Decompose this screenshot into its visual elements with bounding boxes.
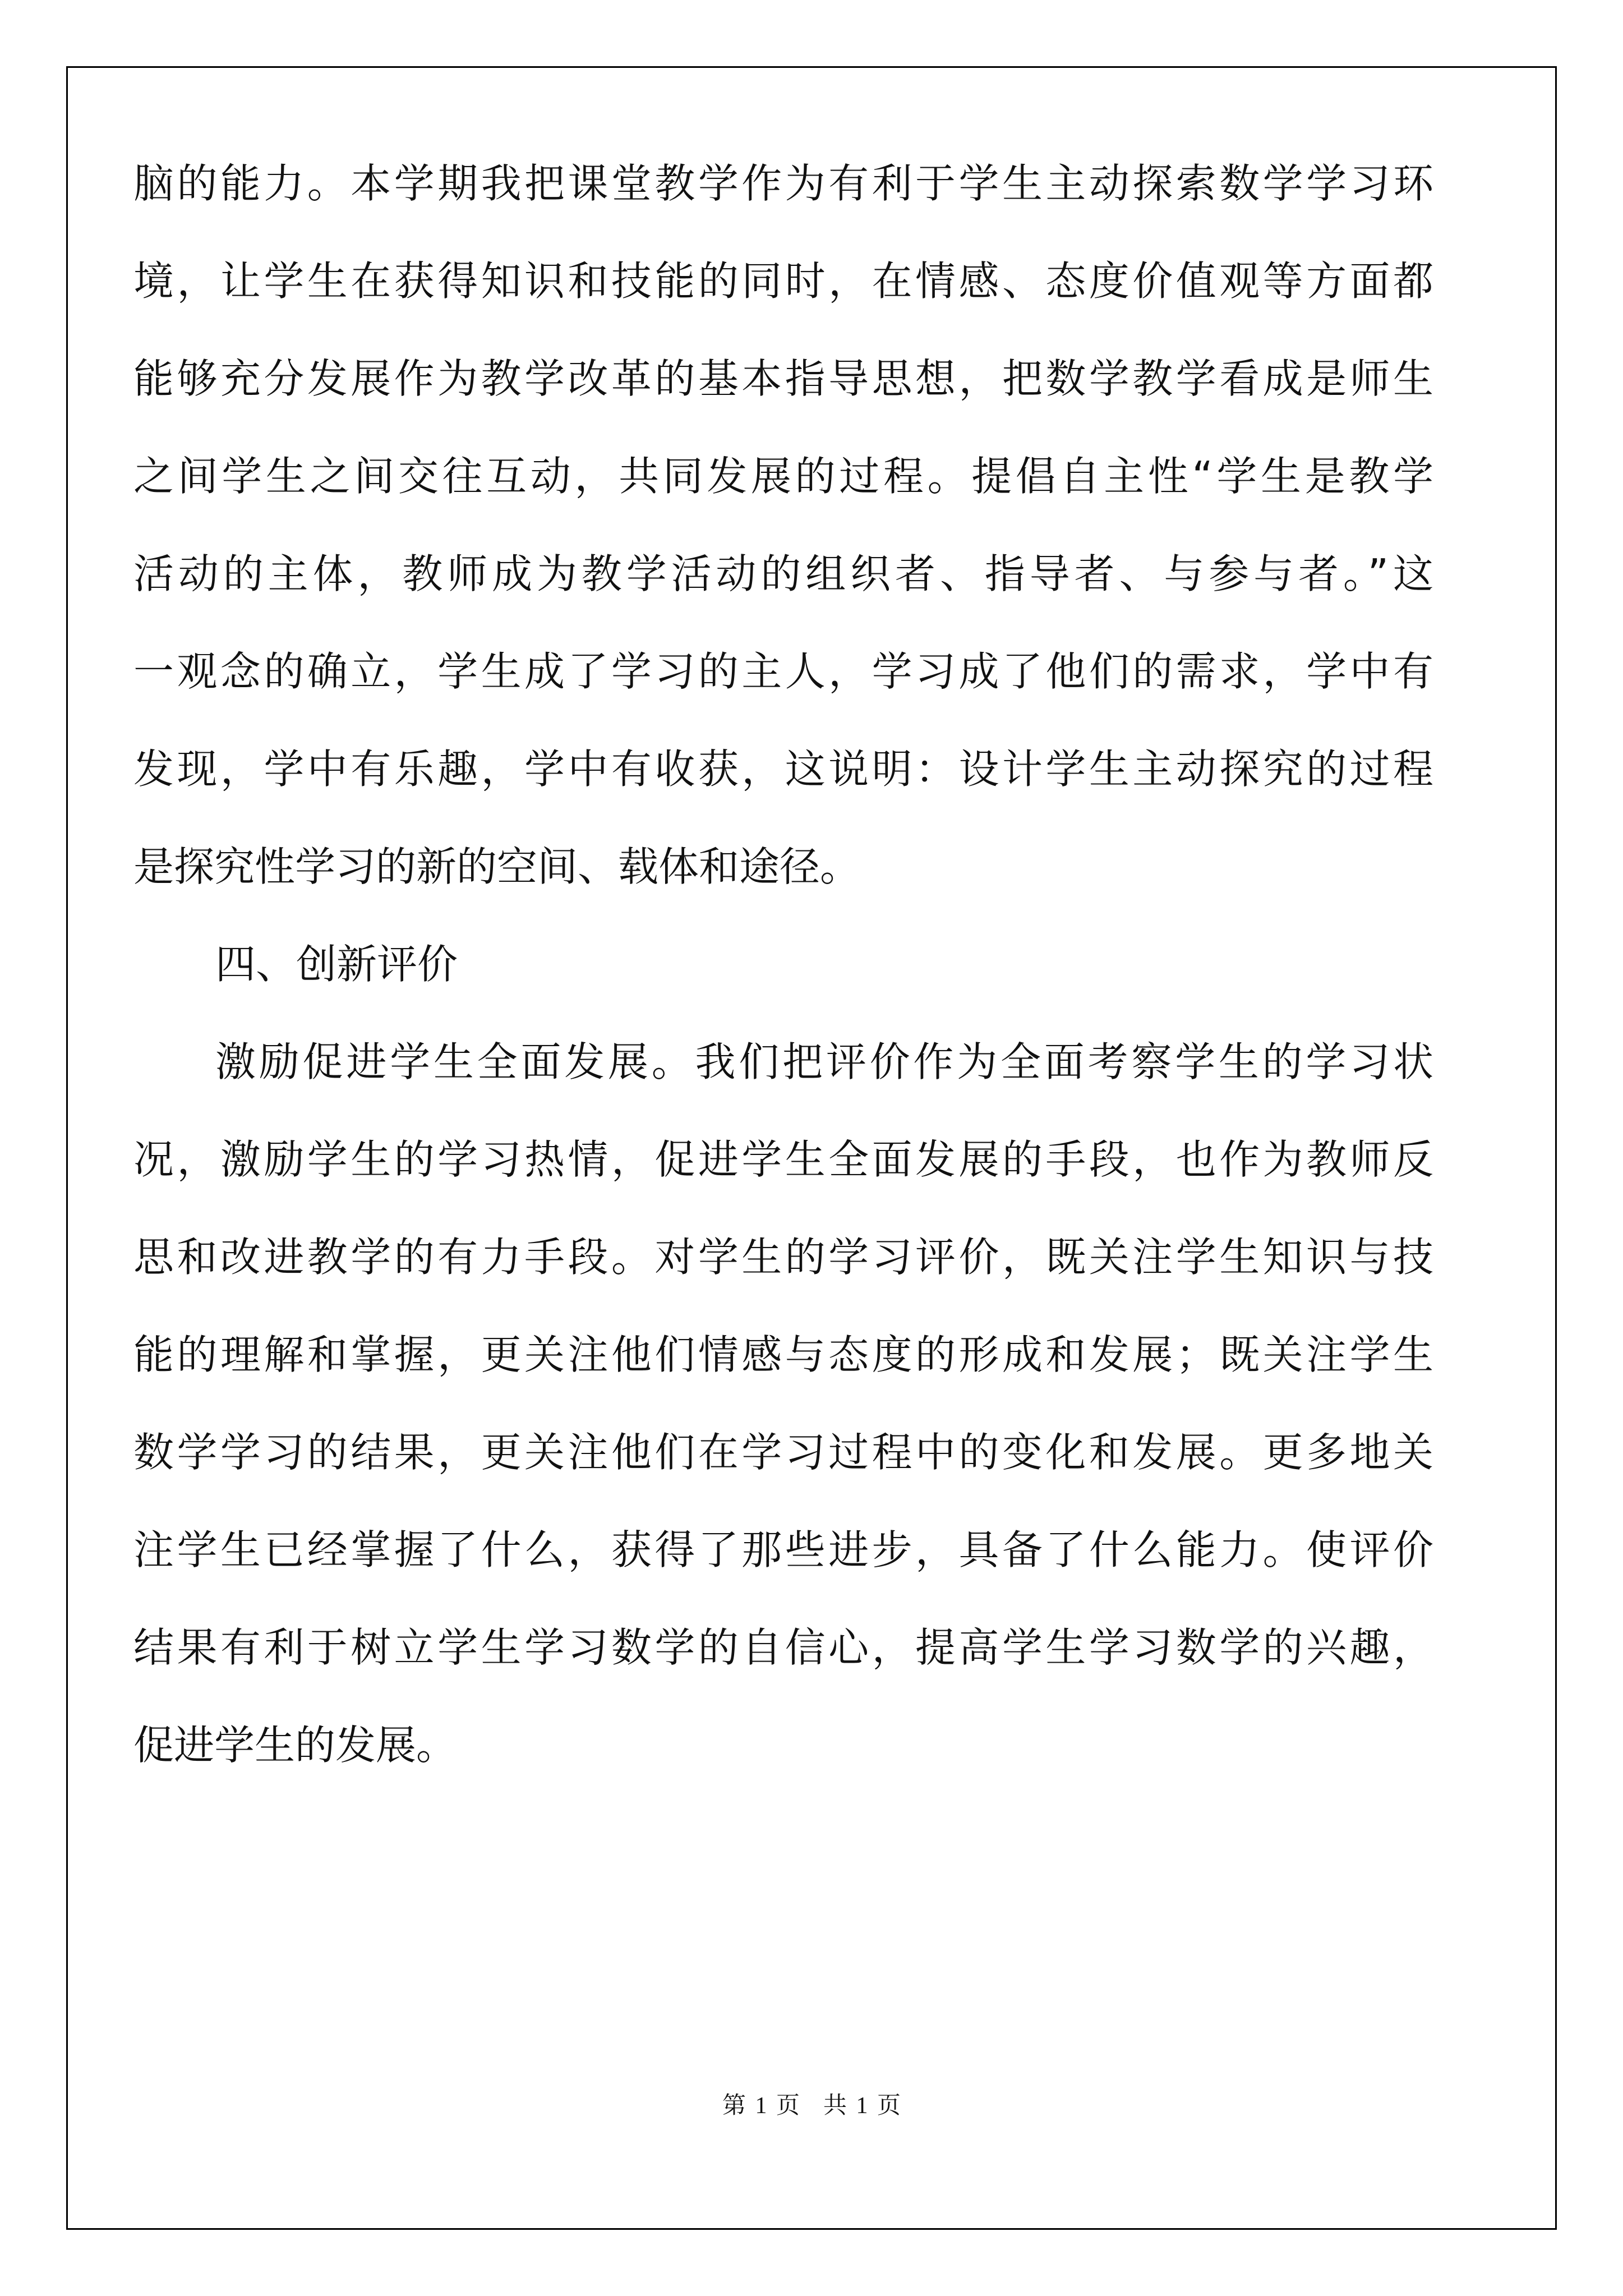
text-line: 发现，学中有乐趣，学中有收获，这说明：设计学生主动探究的过程 bbox=[133, 746, 1433, 793]
text-line: 是探究性学习的新的空间、载体和途径。 bbox=[133, 843, 861, 890]
text-line: 能的理解和掌握，更关注他们情感与态度的形成和发展；既关注学生 bbox=[133, 1331, 1433, 1378]
text-line: 结果有利于树立学生学习数学的自信心，提高学生学习数学的兴趣， bbox=[133, 1624, 1433, 1671]
text-line: 脑的能力。本学期我把课堂教学作为有利于学生主动探索数学学习环 bbox=[133, 160, 1433, 207]
text-line: 注学生已经掌握了什么，获得了那些进步，具备了什么能力。使评价 bbox=[133, 1526, 1433, 1573]
text-line: 能够充分发展作为教学改革的基本指导思想，把数学教学看成是师生 bbox=[133, 355, 1433, 402]
text-line: 况，激励学生的学习热情，促进学生全面发展的手段，也作为教师反 bbox=[133, 1136, 1433, 1183]
text-line: 促进学生的发展。 bbox=[133, 1722, 457, 1769]
text-line: 数学学习的结果，更关注他们在学习过程中的变化和发展。更多地关 bbox=[133, 1429, 1433, 1476]
text-line: 思和改进教学的有力手段。对学生的学习评价，既关注学生知识与技 bbox=[133, 1234, 1433, 1281]
text-line: 激励促进学生全面发展。我们把评价作为全面考察学生的学习状 bbox=[215, 1038, 1433, 1085]
document-body bbox=[133, 135, 1433, 2042]
text-line: 之间学生之间交往互动，共同发展的过程。提倡自主性“学生是教学 bbox=[133, 453, 1433, 500]
page-number: 第 1 页 共 1 页 bbox=[722, 2093, 901, 2119]
text-line: 活动的主体，教师成为教学活动的组织者、指导者、与参与者。”这 bbox=[133, 550, 1433, 597]
section-heading: 四、创新评价 bbox=[215, 941, 458, 988]
text-line: 一观念的确立，学生成了学习的主人，学习成了他们的需求，学中有 bbox=[133, 648, 1433, 695]
text-line: 境，让学生在获得知识和技能的同时，在情感、态度价值观等方面都 bbox=[133, 257, 1433, 305]
